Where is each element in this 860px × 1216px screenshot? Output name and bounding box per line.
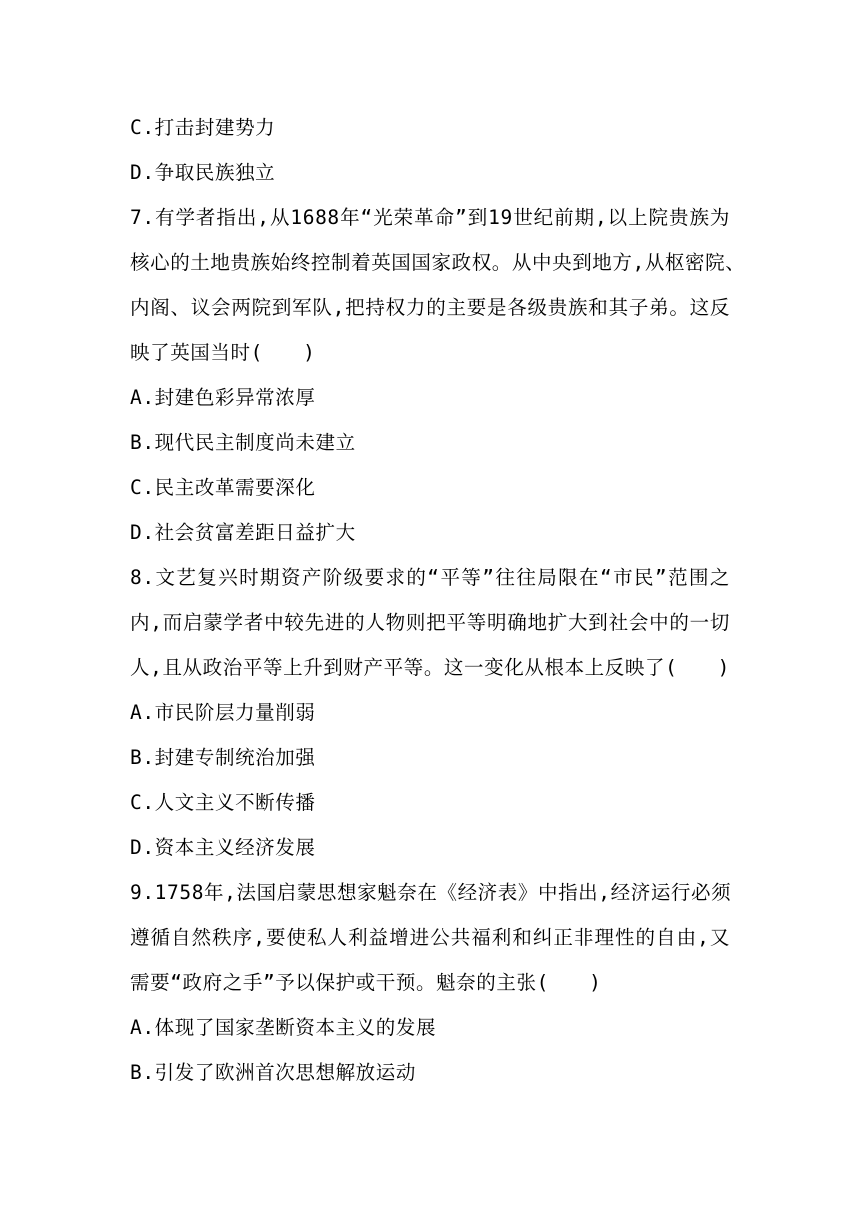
option-b-q9: B.引发了欧洲首次思想解放运动 [130,1061,416,1084]
option-b-q7: B.现代民主制度尚未建立 [130,431,356,454]
option-a-q8: A.市民阶层力量削弱 [130,701,316,724]
option-c-q8: C.人文主义不断传播 [130,791,316,814]
option-a-q7: A.封建色彩异常浓厚 [130,386,316,409]
question-9-line-1: 9.1758年,法国启蒙思想家魁奈在《经济表》中指出,经济运行必须 [130,881,732,904]
option-a-q9: A.体现了国家垄断资本主义的发展 [130,1016,437,1039]
option-b-q8: B.封建专制统治加强 [130,746,316,769]
question-7-line-4: 映了英国当时( ) [130,341,316,364]
option-d-q7: D.社会贫富差距日益扩大 [130,521,356,544]
question-7-line-2: 核心的土地贵族始终控制着英国国家政权。从中央到地方,从枢密院、 [130,251,746,274]
question-7-line-3: 内阁、议会两院到军队,把持权力的主要是各级贵族和其子弟。这反 [130,296,730,319]
question-8-line-3: 人,且从政治平等上升到财产平等。这一变化从根本上反映了( ) [130,656,730,679]
question-7-line-1: 7.有学者指出,从1688年“光荣革命”到19世纪前期,以上院贵族为 [130,206,730,229]
option-c-q6: C.打击封建势力 [130,116,276,139]
question-9-line-2: 遵循自然秩序,要使私人利益增进公共福利和纠正非理性的自由,又 [130,926,730,949]
question-8-line-1: 8.文艺复兴时期资产阶级要求的“平等”往往局限在“市民”范围之 [130,566,730,589]
option-d-q6: D.争取民族独立 [130,161,276,184]
option-c-q7: C.民主改革需要深化 [130,476,316,499]
question-8-line-2: 内,而启蒙学者中较先进的人物则把平等明确地扩大到社会中的一切 [130,611,730,634]
question-9-line-3: 需要“政府之手”予以保护或干预。魁奈的主张( ) [130,971,602,994]
option-d-q8: D.资本主义经济发展 [130,836,316,859]
